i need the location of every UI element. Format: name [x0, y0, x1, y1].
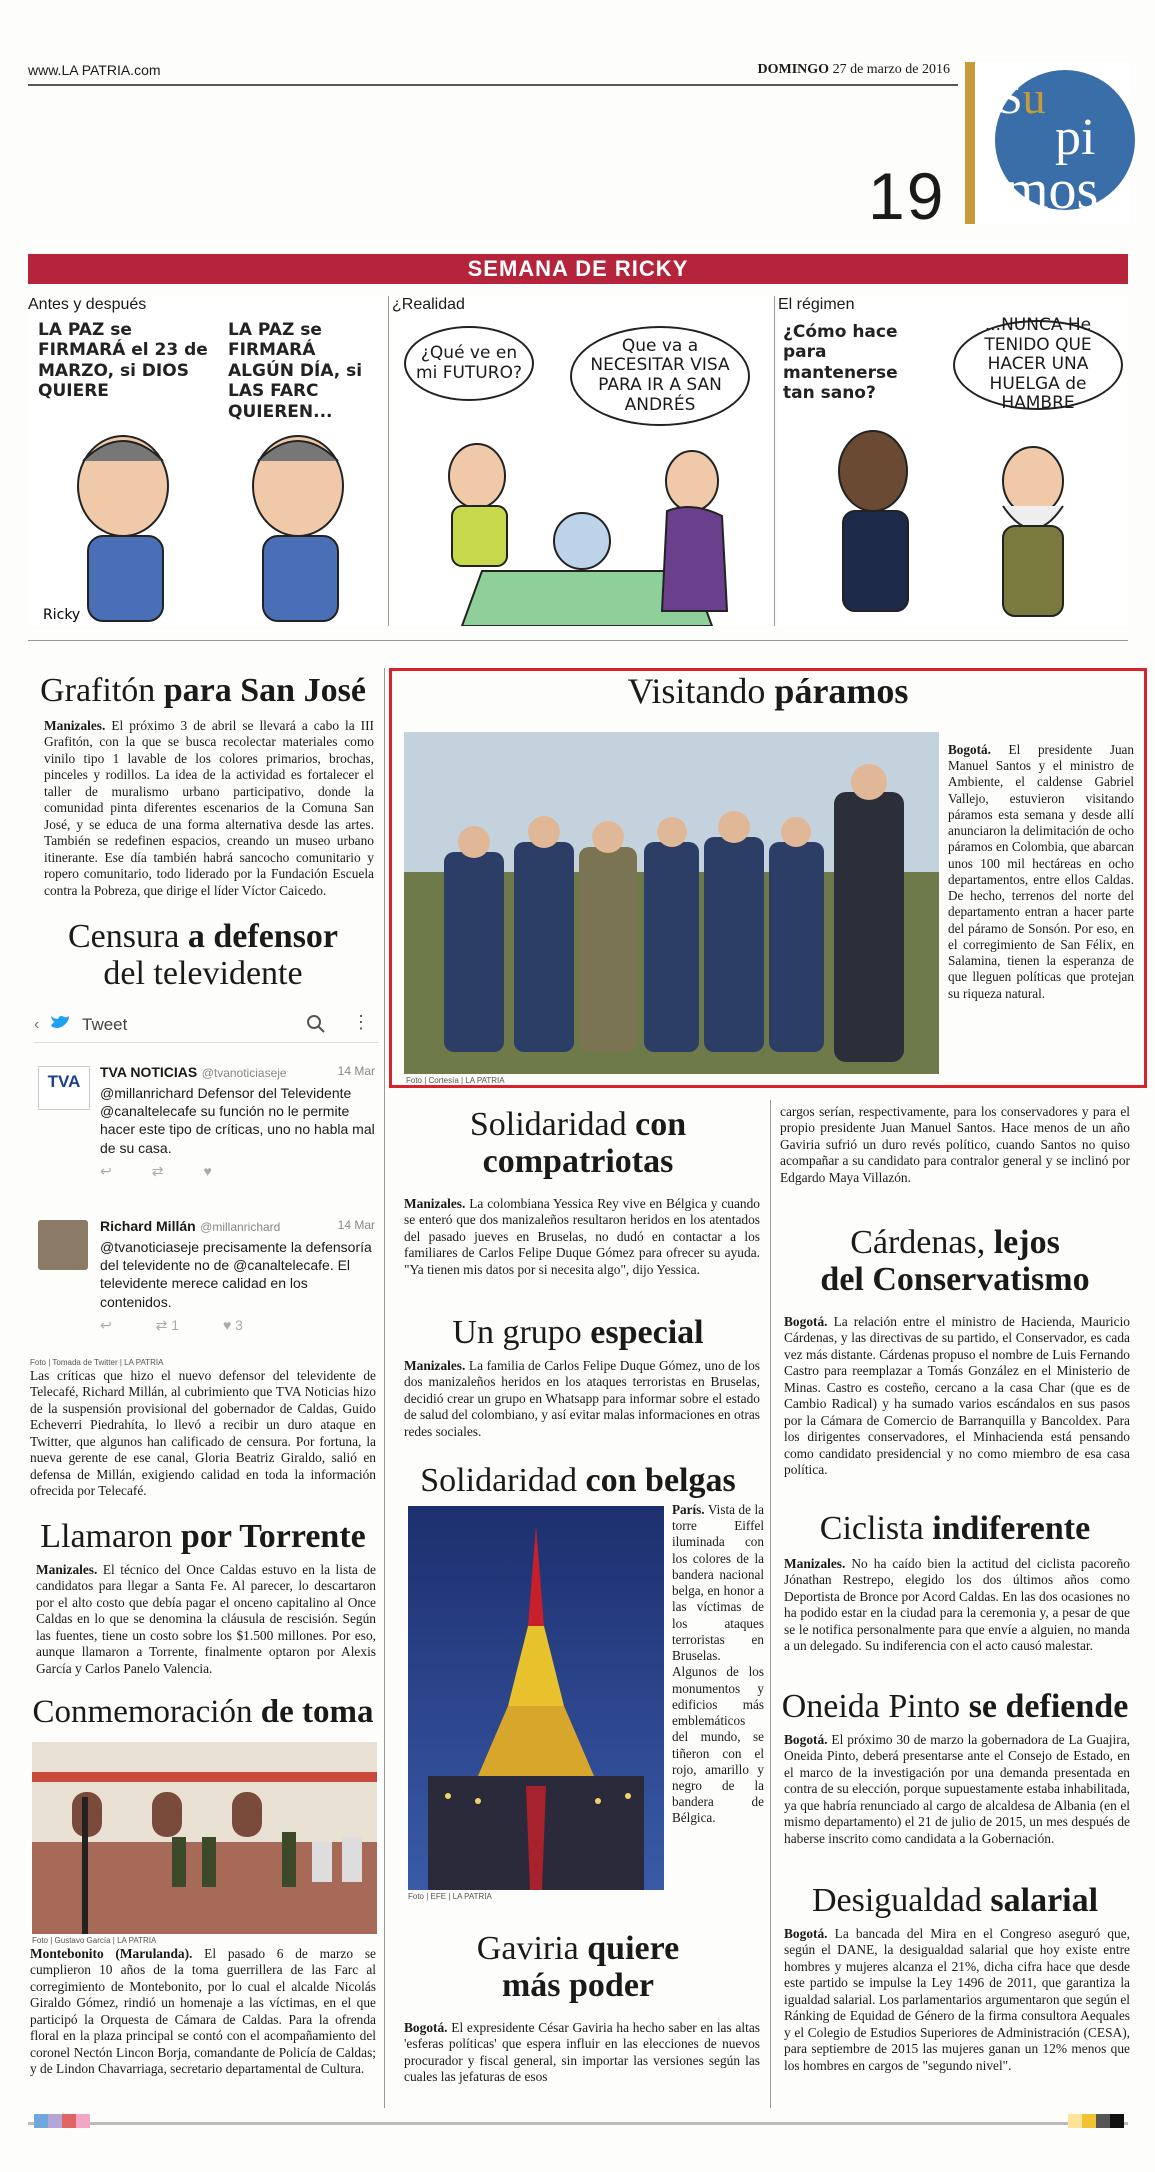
divider [774, 296, 775, 626]
brand-su: Su [997, 72, 1046, 123]
cartoon-label: Antes y después [28, 296, 147, 313]
cartoon-drawing-fortune-teller [392, 421, 770, 626]
speech-bubble: ¿Qué ve en mi FUTURO? [404, 326, 534, 401]
plaza-illustration [32, 1742, 377, 1934]
conmemoracion-headline: Conmemoración de toma [32, 1694, 374, 1730]
tweet-text: @millanrichard Defensor del Televidente @canaltelecafe su función no le permite hacer este tipo de críticas, uno no habla mal de su casa. [100, 1085, 375, 1156]
tva-avatar: TVA [38, 1066, 90, 1110]
retweet-icon[interactable]: ⇄ [151, 1162, 204, 1179]
color-swatch [48, 2114, 62, 2128]
reply-icon[interactable]: ↩ [100, 1316, 112, 1333]
tweet-content [100, 1218, 375, 1334]
grupo-headline: Un grupo especial [452, 1314, 704, 1351]
color-swatch [1082, 2114, 1096, 2128]
cardenas-body: Bogotá. La relación entre el ministro de Hacienda, Mauricio Cárdenas, y las directivas de su partido, el Conservador, es cada vez más distante. Cárdenas propuso el nombre de Luis Fernando Castro para reemplazar a Tomás González en el Ministerio de Minas. Castro es costeño, cercano a la casa Char (que es de Cambio Radical) y ha sumado varios escándalos en sus pasos por la Cámara de Comercio de Barranquilla y Bancoldex. Para los dirigentes conservadores, el Minhacienda está pensando como candidato presidencial y no como miembro de esa casa política. [784, 1314, 1130, 1478]
date-label: 27 de marzo de 2016 [832, 62, 950, 77]
brand-pi: pi [1055, 109, 1096, 166]
tweet-date: 14 Mar [337, 1064, 375, 1078]
like-icon[interactable]: ♥ [222, 1316, 232, 1333]
censura-body: Las críticas que hizo el nuevo defensor del televidente de Telecafé, Richard Millán, al cubrimiento que TVA Noticias hizo de la suspensión provisional del gobernador de Caldas, Guido Echeverri Piedrahíta, lo llevó a recibir un duro ataque en Twitter, que algunos han calificado de censura. Por fortuna, la nueva gerente de ese canal, Gloria Beatriz Giraldo, salió en defensa de Millán, exigiendo calidad en toda la información ofrecida por Telecafé. [30, 1368, 376, 1499]
like-icon[interactable]: ♥ [203, 1162, 252, 1179]
avatar [38, 1220, 88, 1270]
speech-bubble: ...NUNCA He TENIDO QUE HACER UNA HUELGA de HAMBRE [953, 320, 1123, 410]
day-label: DOMINGO [757, 62, 830, 77]
color-swatch [1068, 2114, 1082, 2128]
page-number: 19 [868, 159, 946, 233]
header-rule [28, 84, 958, 86]
grafiton-body: Manizales. El próximo 3 de abril se llevará a cabo la III Grafitón, con la que se busca recolectar materiales como vinilo tipo 1 lavable de los colores primarios, brochas, pinceles y rodillos. La idea de la actividad es fortalecer el taller de muralismo urbano participativo, donde la comunidad pinta diferentes escenarios de la Comuna San José, y se educa de una forma alternativa desde las artes. También se redefinen espacios, creando un museo urbano itinerante. Ese día también habrá sancocho comunitario y ropero comunitario, todo liderado por la Fundación Escuela contra la Pobreza, que dirige el líder Víctor Caicedo. [44, 718, 374, 898]
conmemoracion-body: Montebonito (Marulanda). El pasado 6 de marzo se cumplieron 10 años de la toma guerrillera de las Farc al corregimiento de Montebonito, por lo cual el alcalde Nicolás Giraldo Gómez, rindió un homenaje a las víctimas, en el que participó la Orquesta de Cámara de Caldas. Para la ofrenda floral en la plaza principal se contó con el acompañamiento del coronel Nectón Lincon Borja, comandante de Policía de Caldas; y de Lindon Chavarriaga, secretario departamental de Cultura. [30, 1946, 376, 2077]
tweet-author[interactable]: TVA NOTICIAS [100, 1064, 198, 1080]
paramos-headline: Visitando páramos [627, 671, 909, 711]
color-swatch [76, 2114, 90, 2128]
color-swatch [62, 2114, 76, 2128]
censura-headline: Censura a defensor del televidente [67, 918, 339, 993]
cartoon-label: El régimen [778, 296, 855, 313]
color-swatch [1110, 2114, 1124, 2128]
divider [388, 296, 389, 626]
torrente-body: Manizales. El técnico del Once Caldas estuvo en la lista de candidatos para llegar a Santa Fe. Al parecer, lo descartaron por el alto costo que debía pagar el onceno capitalino al Once Caldas en lo que se denomina la cláusula de rescisión. Según las fuentes, tiene un costo sobre los $1.500 millones. Por eso, aunque llamaron a Torrente, finalmente optaron por Alexis García y Carlos Panelo Valencia. [36, 1562, 376, 1676]
tweet-actions [100, 1163, 375, 1180]
grafiton-headline: Grafitón para San José [40, 672, 366, 709]
divider [28, 640, 1128, 641]
cartoon-label: ¿Realidad [392, 296, 465, 313]
gaviria-body: Bogotá. El expresidente César Gaviria ha hecho saber en las altas 'esferas políticas' que espera influir en las elecciones de nuevos procurador y fiscal general, sin importar las versiones según las cuales las jefaturas de esos [404, 2020, 760, 2085]
belgas-body: París. Vista de la torre Eiffel iluminada con los colores de la bandera nacional belga, en honor a las víctimas de los ataques terroristas en Bruselas. Algunos de los monumentos y edificios más emblemáticos del mundo, se tiñeron con el rojo, amarillo y negro de la bandera de Bélgica. [672, 1502, 765, 1826]
cartoon-text-right: LA PAZ se FIRMARÁ ALGÚN DÍA, si LAS FARC QUIEREN... [228, 320, 363, 422]
salarial-headline: Desigualdad salarial [811, 1882, 1099, 1919]
cartoon-drawing-santos [28, 391, 384, 626]
montebonito-photo [32, 1742, 377, 1934]
back-chevron-icon[interactable]: ‹ [34, 1016, 40, 1033]
tweet-text: @tvanoticiaseje precisamente la defensoría del televidente no de @canaltelecafe. El televidente merece calidad en los contenidos. [100, 1239, 372, 1310]
cartoon-panel-3 [778, 296, 1128, 626]
torrente-headline: Llamaron por Torrente [40, 1518, 366, 1555]
tweet-header-label: Tweet [82, 1015, 128, 1034]
gaviria-headline: Gaviria quiere más poder [476, 1930, 680, 2005]
tweet-handle[interactable]: @millanrichard [200, 1220, 281, 1234]
tweet-author[interactable]: Richard Millán [100, 1218, 196, 1234]
salarial-body: Bogotá. La bancada del Mira en el Congreso aseguró que, según el DANE, la desigualdad salarial que hoy existe entre hombres y mujeres alcanza el 21%, dicha cifra hace que desde este partido se impulse la Ley 1496 de 2011, que garantiza la igualdad salarial. Los parlamentarios argumentaron que según el Ránking de Equidad de Género de la firma consultora Aequales y el Colegio de Estudios Superiores de Administración (CESA), para septiembre de 2015 las mujeres ganan un 12% menos que los hombres en cargos de "segundo nivel". [784, 1926, 1130, 2073]
cartoon-drawing-obama-castro [778, 411, 1128, 626]
tweet-date: 14 Mar [337, 1218, 375, 1232]
signature: Ricky [43, 607, 81, 623]
speech-bubble: Que va a NECESITAR VISA PARA IR A SAN ANDRÉS [570, 326, 750, 426]
tweet-header-bar [34, 1008, 379, 1043]
cartoon-panel-2 [392, 296, 770, 626]
paramos-group-illustration [404, 732, 939, 1074]
footer-rule [28, 2122, 1128, 2125]
photo-credit: Foto | Tomada de Twitter | LA PATRIA [30, 1358, 164, 1367]
eiffel-illustration [408, 1506, 664, 1890]
section-brand-logo [965, 62, 1130, 224]
section-band-title: SEMANA DE RICKY [28, 254, 1128, 284]
ciclista-headline: Ciclista indiferente [819, 1510, 1091, 1547]
reply-icon[interactable]: ↩ [100, 1162, 152, 1179]
oneida-headline: Oneida Pinto se defiende [781, 1688, 1129, 1725]
gaviria-body-continued: cargos serían, respectivamente, para los conservadores y para el propio presidente Juan Manuel Santos. Hace menos de un año Gaviria sufrió un duro revés político, cuando Santos no quiso acompañar a su candidato para contralor general y se inclinó por Edgardo Maya Villazón. [780, 1104, 1130, 1185]
date-line [758, 62, 950, 78]
cartoon-text-left: LA PAZ se FIRMARÁ el 23 de MARZO, si DIOS QUIERE [38, 320, 208, 402]
solidaridad-body: Manizales. La colombiana Yessica Rey vive en Bélgica y cuando se enteró que dos manizaleños resultaron heridos en los atentados del pasado jueves en Bruselas, no dudó en contactar a los familiares de Carlos Felipe Duque Gómez para ofrecer su ayuda. "Ya tienen mis datos por si necesita algo", dijo Yessica. [404, 1196, 760, 1277]
eiffel-photo [408, 1506, 664, 1890]
paramos-body: Bogotá. El presidente Juan Manuel Santos y el ministro de Ambiente, el caldense Gabriel Vallejo, estuvieron visitando páramos esta semana y desde allí anunciaron la delimitación de ocho páramos en Colombia, que abarcan unos 100 mil hectáreas en ocho departamentos, entre ellos Caldas. De hecho, terrenos del norte del departamento entran a hacer parte del páramo de Sonsón. Por eso, en el corregimiento de San Félix, en Salamina, tienen la esperanza de que lleguen políticas que protejan su riqueza natural. [948, 742, 1134, 1001]
twitter-bird-icon [49, 1014, 71, 1032]
cartoon-text-left: ¿Cómo hace para mantenerse tan sano? [783, 322, 898, 404]
cardenas-headline: Cárdenas, lejos del Conservatismo [820, 1224, 1090, 1299]
retweet-icon[interactable]: ⇄ [155, 1316, 168, 1333]
oneida-body: Bogotá. El próximo 30 de marzo la gobernadora de La Guajira, Oneida Pinto, deberá presentarse ante el Consejo de Estado, en el marco de la investigación por una demanda presentada en contra de su elección, porque supuestamente estaba inhabilitada, ya que habría renunciado al cargo de alcaldesa de Albania (en el mismo departamento) el 21 de julio de 2015, un mes después de haberse inscrito como candidata a la Gobernación. [784, 1732, 1130, 1846]
brand-mos: mos [1005, 159, 1099, 221]
color-swatch [34, 2114, 48, 2128]
color-swatch [1096, 2114, 1110, 2128]
cartoon-panel-1 [28, 296, 384, 626]
column-divider [384, 668, 385, 2108]
belgas-headline: Solidaridad con belgas [420, 1462, 736, 1499]
tweet-content [100, 1064, 375, 1180]
like-count: 3 [235, 1316, 243, 1333]
column-divider [770, 1100, 771, 2108]
solidaridad-headline: Solidaridad con compatriotas [469, 1106, 687, 1181]
retweet-count: 1 [171, 1316, 180, 1333]
paramos-photo [404, 732, 939, 1074]
search-icon[interactable] [306, 1014, 326, 1034]
photo-credit: Foto | Gustavo García | LA PATRIA [32, 1936, 157, 1945]
ciclista-body: Manizales. No ha caído bien la actitud del ciclista pacoreño Jónathan Restrepo, elegido los dos últimos años como Deportista de Bronce por Acord Caldas. En las dos ocasiones no ha podido estar en la ciudad para la ceremonia y, a pesar de que se le notifica personalmente para que envíe a alguien, no manda a un delegado. Su indiferencia con el acto causó malestar. [784, 1556, 1130, 1654]
photo-credit: Foto | Cortesía | LA PATRIA [406, 1076, 505, 1085]
tweet-handle[interactable]: @tvanoticiaseje [201, 1066, 287, 1080]
tweet-actions [100, 1317, 375, 1334]
more-options-icon[interactable]: ⋮ [352, 1012, 370, 1032]
photo-credit: Foto | EFE | LA PATRIA [408, 1892, 492, 1901]
site-url: www.LA PATRIA.com [28, 62, 161, 78]
grupo-body: Manizales. La familia de Carlos Felipe Duque Gómez, uno de los dos manizaleños heridos en los ataques terroristas en Bruselas, decidió crear un grupo en Whatsapp para informar sobre el estado de salud del colombiano, y así evitar malas informaciones en otras redes sociales. [404, 1358, 760, 1439]
